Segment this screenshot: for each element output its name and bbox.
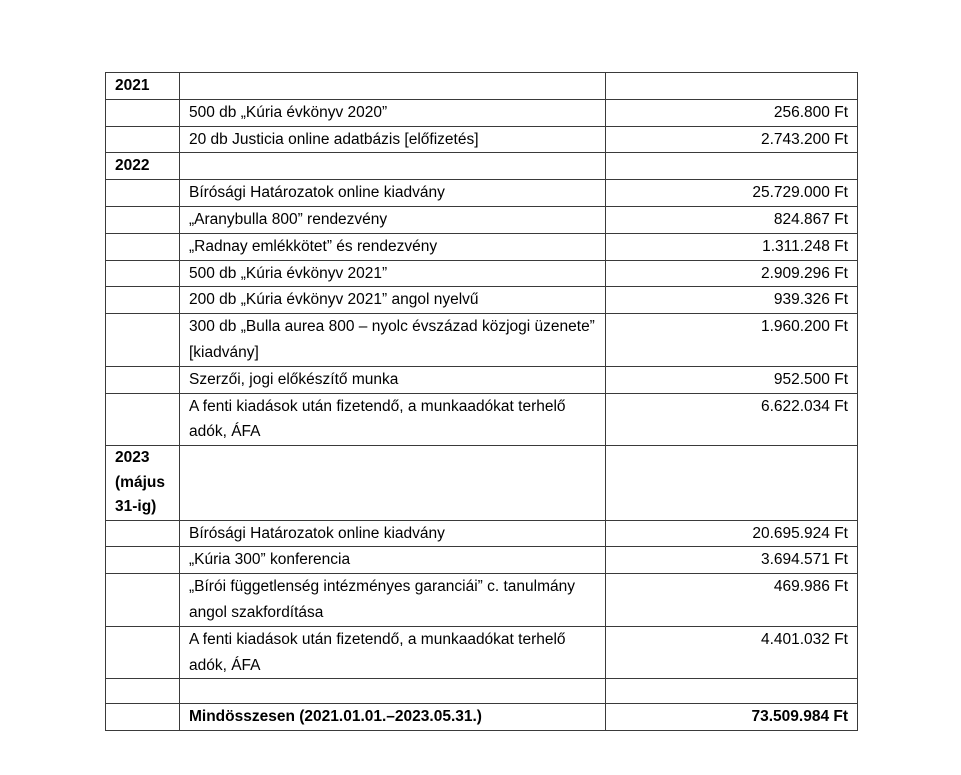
year-cell (106, 126, 180, 153)
item-cell (180, 73, 606, 100)
amount-cell (606, 679, 858, 704)
item-cell: Bírósági Határozatok online kiadvány (180, 180, 606, 207)
item-cell: 500 db „Kúria évkönyv 2021” (180, 260, 606, 287)
amount-cell: 4.401.032 Ft (606, 626, 858, 679)
year-cell: 2022 (106, 153, 180, 180)
item-cell: A fenti kiadások után fizetendő, a munkaadókat terhelő adók, ÁFA (180, 393, 606, 446)
amount-cell: 469.986 Ft (606, 574, 858, 627)
table-row (106, 393, 858, 446)
item-cell: „Bírói függetlenség intézményes garanciái” c. tanulmány angol szakfordítása (180, 574, 606, 627)
table-row (106, 314, 858, 367)
amount-cell: 256.800 Ft (606, 99, 858, 126)
year-cell: 2023 (május 31-ig) (106, 446, 180, 521)
table-row (106, 126, 858, 153)
table-row (106, 520, 858, 547)
year-cell (106, 547, 180, 574)
item-cell: Mindösszesen (2021.01.01.–2023.05.31.) (180, 704, 606, 731)
item-cell: 200 db „Kúria évkönyv 2021” angol nyelvű (180, 287, 606, 314)
year-row (106, 153, 858, 180)
table-row (106, 547, 858, 574)
year-cell (106, 520, 180, 547)
item-cell (180, 446, 606, 521)
amount-cell: 1.960.200 Ft (606, 314, 858, 367)
year-cell (106, 574, 180, 627)
table-row (106, 180, 858, 207)
year-cell (106, 704, 180, 731)
amount-cell: 2.909.296 Ft (606, 260, 858, 287)
blank-row (106, 679, 858, 704)
year-cell (106, 366, 180, 393)
item-cell (180, 153, 606, 180)
table-row (106, 260, 858, 287)
year-cell (106, 233, 180, 260)
year-cell (106, 393, 180, 446)
year-cell (106, 287, 180, 314)
item-cell: 20 db Justicia online adatbázis [előfizetés] (180, 126, 606, 153)
item-cell: Bírósági Határozatok online kiadvány (180, 520, 606, 547)
item-cell: „Radnay emlékkötet” és rendezvény (180, 233, 606, 260)
year-cell (106, 260, 180, 287)
table-row (106, 574, 858, 627)
item-cell: „Aranybulla 800” rendezvény (180, 206, 606, 233)
year-cell (106, 679, 180, 704)
amount-cell: 20.695.924 Ft (606, 520, 858, 547)
year-cell (106, 314, 180, 367)
table-row (106, 626, 858, 679)
amount-cell (606, 446, 858, 521)
table-row (106, 366, 858, 393)
amount-cell: 3.694.571 Ft (606, 547, 858, 574)
item-cell: A fenti kiadások után fizetendő, a munkaadókat terhelő adók, ÁFA (180, 626, 606, 679)
item-cell: 500 db „Kúria évkönyv 2020” (180, 99, 606, 126)
amount-cell (606, 153, 858, 180)
year-cell (106, 626, 180, 679)
amount-cell: 2.743.200 Ft (606, 126, 858, 153)
amount-cell: 1.311.248 Ft (606, 233, 858, 260)
year-cell (106, 206, 180, 233)
item-cell: 300 db „Bulla aurea 800 – nyolc évszázad közjogi üzenete” [kiadvány] (180, 314, 606, 367)
item-cell: „Kúria 300” konferencia (180, 547, 606, 574)
table-row (106, 233, 858, 260)
year-cell: 2021 (106, 73, 180, 100)
expenses-table-body (106, 73, 858, 731)
year-row (106, 446, 858, 521)
amount-cell: 939.326 Ft (606, 287, 858, 314)
year-cell (106, 99, 180, 126)
amount-cell: 25.729.000 Ft (606, 180, 858, 207)
year-row (106, 73, 858, 100)
item-cell (180, 679, 606, 704)
table-row (106, 206, 858, 233)
year-cell (106, 180, 180, 207)
expenses-table (105, 72, 858, 731)
amount-cell: 824.867 Ft (606, 206, 858, 233)
item-cell: Szerzői, jogi előkészítő munka (180, 366, 606, 393)
amount-cell: 952.500 Ft (606, 366, 858, 393)
amount-cell: 73.509.984 Ft (606, 704, 858, 731)
total-row (106, 704, 858, 731)
table-row (106, 287, 858, 314)
amount-cell (606, 73, 858, 100)
table-row (106, 99, 858, 126)
amount-cell: 6.622.034 Ft (606, 393, 858, 446)
